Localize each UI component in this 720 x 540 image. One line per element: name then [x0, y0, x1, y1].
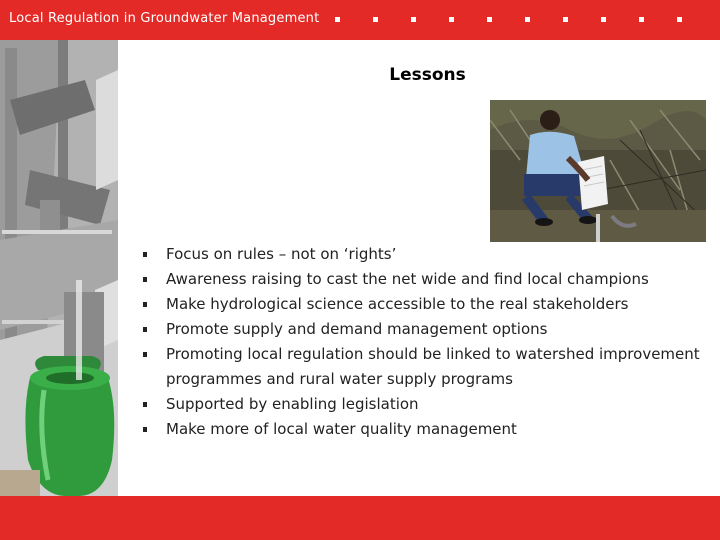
list-item-text: Make hydrological science accessible to the real stakeholders: [166, 295, 629, 313]
header-dot: [563, 17, 568, 22]
header-dot: [449, 17, 454, 22]
list-item: [142, 267, 702, 292]
header-dot: [335, 17, 340, 22]
header-dot: [525, 17, 530, 22]
header-dot: [601, 17, 606, 22]
header-dot: [373, 17, 378, 22]
bullet-icon: [143, 302, 147, 307]
bullet-icon: [143, 327, 147, 332]
slide-title: Lessons: [389, 65, 466, 85]
list-item: [142, 342, 702, 392]
bullet-icon: [143, 252, 147, 257]
list-item: [142, 417, 702, 442]
list-item-text: Promoting local regulation should be linked to watershed improvement programmes and rural water supply programs: [166, 345, 700, 388]
list-item-text: Focus on rules – not on ‘rights’: [166, 245, 397, 263]
lessons-list: [142, 242, 702, 442]
bullet-icon: [143, 277, 147, 282]
header-dot-row: [335, 17, 720, 23]
list-item: [142, 392, 702, 417]
header-dot: [487, 17, 492, 22]
bullet-icon: [143, 402, 147, 407]
bullet-icon: [143, 427, 147, 432]
header-bar: [0, 0, 720, 40]
footer-bar: [0, 496, 720, 540]
header-dot: [411, 17, 416, 22]
field-worker-photo: [490, 100, 706, 242]
list-item: [142, 242, 702, 267]
list-item-text: Make more of local water quality management: [166, 420, 517, 438]
list-item-text: Awareness raising to cast the net wide and find local champions: [166, 270, 649, 288]
water-pump-photo: [0, 40, 118, 496]
header-dot: [639, 17, 644, 22]
bullet-icon: [143, 352, 147, 357]
presentation-title: Local Regulation in Groundwater Management: [9, 11, 320, 26]
list-item-text: Promote supply and demand management options: [166, 320, 548, 338]
list-item-text: Supported by enabling legislation: [166, 395, 419, 413]
header-dot: [677, 17, 682, 22]
list-item: [142, 317, 702, 342]
list-item: [142, 292, 702, 317]
